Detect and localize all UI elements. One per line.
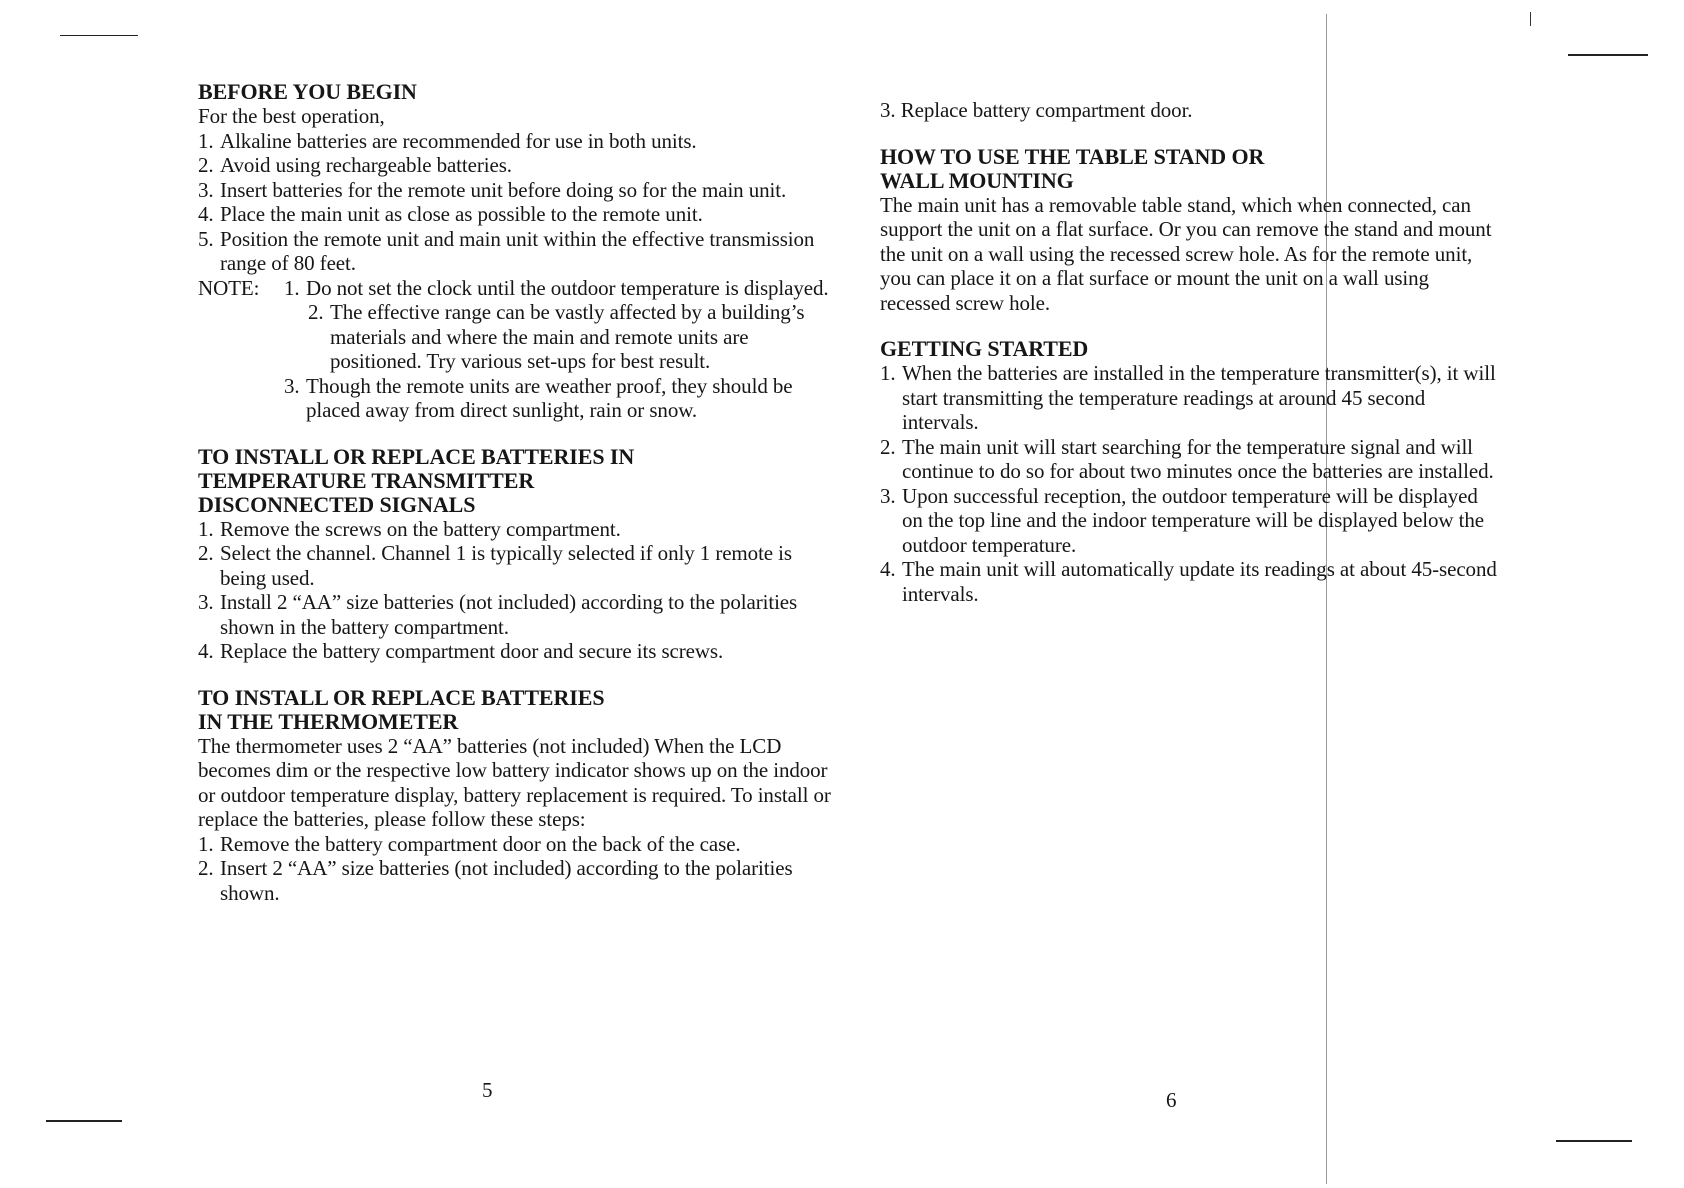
- right-page: [880, 98, 1500, 606]
- getting-started-heading: GETTING STARTED: [880, 336, 1089, 361]
- corner-tick: [1530, 12, 1531, 26]
- crop-mark-bottom-right: [1556, 1140, 1632, 1142]
- left-page: [198, 80, 838, 905]
- getting-started-section: [880, 337, 1500, 606]
- note-block: [198, 276, 838, 423]
- list-item: 2. Avoid using rechargeable batteries.: [198, 153, 512, 177]
- transmitter-batteries-section: [198, 445, 838, 664]
- list-item: 2. Select the channel. Channel 1 is typically selected if only 1 remote is being used.: [198, 541, 792, 590]
- stand-paragraph: The main unit has a removable table stand, which when connected, can support the unit on a flat surface. Or you can remove the stand and mount the unit on a wall using the recessed screw hole. As for the remote unit, you can place it on a flat surface or mount the unit on a wall using recessed screw hole.: [880, 192, 1492, 315]
- thermometer-paragraph: The thermometer uses 2 “AA” batteries (not included) When the LCD becomes dim or the respective low battery indicator shows up on the indoor or outdoor temperature display, battery replacement is required. To install or replace the batteries, please follow these steps:: [198, 733, 831, 831]
- thermometer-batteries-section: [198, 686, 838, 906]
- thermometer-heading-line2: IN THE THERMOMETER: [198, 708, 459, 734]
- crop-mark-bottom-left: [46, 1120, 122, 1122]
- list-item: 1. Remove the battery compartment door on the back of the case.: [198, 831, 741, 856]
- note-label: NOTE:: [198, 275, 260, 300]
- transmitter-heading-line2: TEMPERATURE TRANSMITTER: [198, 467, 535, 493]
- before-list: [198, 129, 838, 276]
- list-item: 3. Install 2 “AA” size batteries (not included) according to the polarities shown in the battery compartment.: [198, 590, 798, 639]
- note-item: 2. The effective range can be vastly affected by a building’s materials and where the main and remote units are positioned. Try various set-ups for best result.: [308, 300, 805, 373]
- list-item: 1. Alkaline batteries are recommended for use in both units.: [198, 128, 697, 153]
- list-item: 4. The main unit will automatically update its readings at about 45-second intervals.: [880, 557, 1497, 606]
- before-you-begin-section: [198, 80, 838, 423]
- crop-mark-top-right: [1568, 54, 1648, 56]
- list-item: 3. Upon successful reception, the outdoor temperature will be displayed on the top line and the indoor temperature will be displayed below the outdoor temperature.: [880, 483, 1485, 557]
- stand-heading-line2: WALL MOUNTING: [880, 167, 1074, 193]
- table-stand-section: [880, 145, 1500, 316]
- transmitter-heading-line3: DISCONNECTED SIGNALS: [198, 491, 476, 517]
- page-number-left: 5: [482, 1078, 493, 1102]
- note-item: 1. Do not set the clock until the outdoor temperature is displayed.: [284, 275, 829, 300]
- replace-door-step: 3. Replace battery compartment door.: [880, 98, 1193, 122]
- list-item: 2. The main unit will start searching for the temperature signal and will continue to do so for about two minutes once the batteries are installed.: [880, 434, 1494, 483]
- list-item: 3. Insert batteries for the remote unit before doing so for the main unit.: [198, 177, 787, 202]
- thermometer-heading-line1: TO INSTALL OR REPLACE BATTERIES: [198, 684, 605, 710]
- list-item: 4. Place the main unit as close as possible to the remote unit.: [198, 202, 703, 226]
- before-intro: For the best operation,: [198, 104, 385, 128]
- list-item: 1. When the batteries are installed in the temperature transmitter(s), it will start transmitting the temperature readings at around 45 second intervals.: [880, 361, 1496, 434]
- list-item: 2. Insert 2 “AA” size batteries (not included) according to the polarities shown.: [198, 856, 793, 905]
- before-you-begin-heading: BEFORE YOU BEGIN: [198, 79, 417, 104]
- list-item: 4. Replace the battery compartment door and secure its screws.: [198, 639, 724, 663]
- transmitter-heading-line1: TO INSTALL OR REPLACE BATTERIES IN: [198, 443, 635, 469]
- page-number-right: 6: [1166, 1088, 1177, 1112]
- list-item: 1. Remove the screws on the battery compartment.: [198, 516, 621, 541]
- note-item: 3. Though the remote units are weather proof, they should be placed away from direct sunlight, rain or snow.: [284, 373, 793, 422]
- list-item: 5. Position the remote unit and main unit within the effective transmission range of 80 feet.: [198, 226, 815, 275]
- crop-mark-top-left: [60, 35, 138, 36]
- stand-heading-line1: HOW TO USE THE TABLE STAND OR: [880, 143, 1265, 169]
